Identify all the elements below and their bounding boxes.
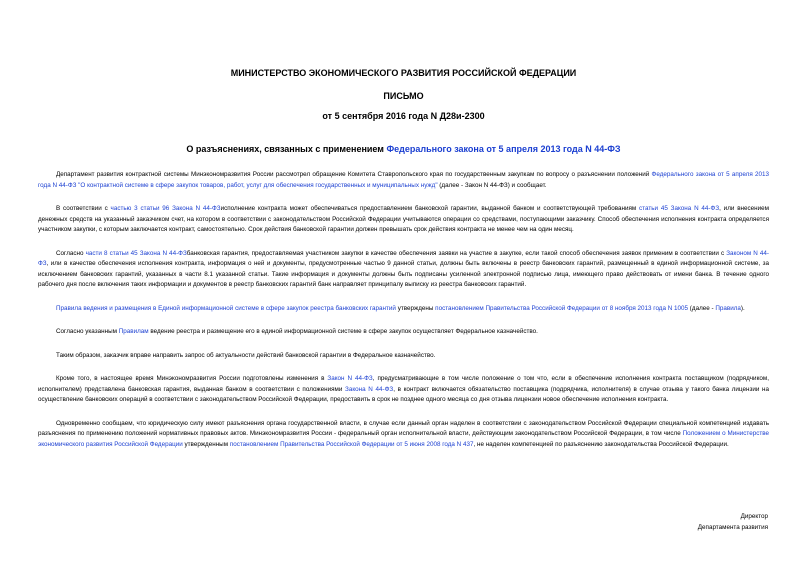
paragraph-text: Согласно <box>56 249 86 257</box>
law-reference-link[interactable]: Законом N 44-ФЗ <box>38 249 769 267</box>
paragraph-text: , или внесением денежных средств на указанный заказчиком счет, на котором в соответствии с законодательством Российской Федерации учитываются операции со средствами, поступающими заказчику. Способ обеспечения исполнения контракта определяется участником закупки, с которым заключается контракт, самостоятельно. Срок действия банковской гарантии должен превышать срок действия контракта не менее чем на один месяц. <box>38 205 769 233</box>
paragraph-text: , в контракт включается обязательство поставщика (подрядчика, исполнителя) в случае отзыва у такого банка лицензии на осуществление банковских операций в соответствии с законодательством Российской Федерации, предоставить в срок не позднее одного месяца со дня отзыва лицензии новое обеспечение исполнения контракта. <box>38 385 770 403</box>
law-reference-link[interactable]: частью 3 статьи 96 Закона N 44-ФЗ <box>110 205 221 212</box>
ministry-title: МИНИСТЕРСТВО ЭКОНОМИЧЕСКОГО РАЗВИТИЯ РОССИЙСКОЙ ФЕДЕРАЦИИ <box>230 68 577 78</box>
document-body <box>38 170 769 463</box>
paragraph-text: ). <box>740 304 745 312</box>
paragraph-text: (далее - Закон N 44-ФЗ) и сообщает. <box>437 181 547 189</box>
paragraph-text: исполнение контракта может обеспечиваться предоставлением банковской гарантии, выданной банком и соответствующей требованиям <box>220 205 640 212</box>
paragraph-text: Департамент развития контрактной системы Минэкономразвития России рассмотрел обращение Комитета Ставропольского края по государственным закупкам по вопросу о разъяснении положений <box>56 171 652 178</box>
paragraph-text: утверждены <box>395 304 436 312</box>
paragraph-text: , не наделен компетенцией по разъяснению законодательства Российской Федерации. <box>473 440 729 448</box>
paragraph-text: Одновременно сообщаем, что юридическую силу имеют разъяснения органа государственной власти, в случае если данный орган наделен в соответствии с законодательством Российской Федерации специальной компетенцией издавать разъяснения по применению положений нормативных правовых актов. Минэкономразвития России - федеральный орган исполнительной власти, действующим законодательством Российской Федерации, в том числе <box>38 419 769 437</box>
paragraph <box>38 204 769 236</box>
law-reference-link[interactable]: Правилам <box>118 328 149 335</box>
paragraph-text: , предусматривающие в том числе положение о том что, если в обеспечение исполнения контракта поставщиком (подрядчиком, исполнителем) представлена банковская гарантия, выданная банком в соответствии с положениями <box>38 375 769 393</box>
law-reference-link[interactable]: Положением о Министерстве экономического развития Российской Федерации <box>38 430 770 448</box>
law-reference-link[interactable]: постановлением Правительства Российской Федерации от 5 июня 2008 года N 437 <box>229 440 474 448</box>
paragraph <box>38 249 769 291</box>
signature-position: Директор <box>740 513 768 520</box>
signature-department: Департамента развития <box>697 524 768 531</box>
paragraph-text: утвержденным <box>182 440 230 448</box>
law-reference-link[interactable]: статьи 45 Закона N 44-ФЗ <box>639 205 720 212</box>
law-reference-link[interactable]: Закона N 44-ФЗ <box>345 385 394 393</box>
subject-law-link[interactable]: Федерального закона от 5 апреля 2013 года N 44-ФЗ <box>386 144 621 154</box>
paragraph-text: , или в качестве обеспечения исполнения контракта, информация о ней и документы, предусмотренные частью 9 данной статьи, должны быть включены в реестр банковских гарантий, размещенный в единой информационной системе, за исключением банковских гарантий, указанных в части 8.1 указанной статьи. Такие информация и документы должны быть подписаны усиленной электронной подписью лица, имеющего право действовать от имени банка. В течение одного рабочего дня после включения таких информации и документов в реестр банковских гарантий банк направляет принципалу выписку из реестра банковских гарантий. <box>38 260 769 288</box>
paragraph-text: (далее - <box>688 304 716 312</box>
paragraph-text: В соответствии с <box>56 205 111 212</box>
subject-prefix: О разъяснениях, связанных с применением <box>186 144 387 154</box>
paragraph-text: Кроме того, в настоящее время Минэкономразвития России подготовлены изменения в <box>56 375 328 382</box>
law-reference-link[interactable]: части 8 статьи 45 Закона N 44-ФЗ <box>85 249 187 257</box>
signature-block <box>698 511 768 533</box>
law-reference-link[interactable]: Правила ведения и размещения в Единой информационной системе в сфере закупок реестра банковских гарантий <box>56 304 396 312</box>
paragraph-text: ведение реестра и размещение его в единой информационной системе в сфере закупок осуществляет Федеральное казначейство. <box>148 328 538 335</box>
document-subject <box>0 144 807 154</box>
paragraph <box>38 351 769 362</box>
paragraph <box>38 327 769 338</box>
paragraph <box>38 374 769 406</box>
law-reference-link[interactable]: постановлением Правительства Российской Федерации от 8 ноября 2013 года N 1005 <box>435 304 689 312</box>
document-type: ПИСЬМО <box>383 91 424 101</box>
paragraph-text: Таким образом, заказчик вправе направить запрос об актуальности действий банковской гарантии в Федеральное казначейство. <box>56 351 436 359</box>
paragraph <box>38 419 769 451</box>
paragraph <box>38 170 769 191</box>
law-reference-link[interactable]: Закон N 44-ФЗ <box>327 375 373 382</box>
law-reference-link[interactable]: Правила <box>715 304 741 312</box>
paragraph-text: банковская гарантия, предоставляемая участником закупки в качестве обеспечения заявки на участие в закупке, если такой способ обеспечения заявок применим в соответствии с <box>186 249 727 257</box>
law-reference-link[interactable]: Федерального закона от 5 апреля 2013 года N 44-ФЗ "О контрактной системе в сфере закупок товаров, работ, услуг для обеспечения государственных и муниципальных нужд" <box>38 171 769 189</box>
document-date-number: от 5 сентября 2016 года N Д28и-2300 <box>322 111 485 121</box>
paragraph <box>38 304 769 315</box>
paragraph-text: Согласно указанным <box>56 328 119 335</box>
